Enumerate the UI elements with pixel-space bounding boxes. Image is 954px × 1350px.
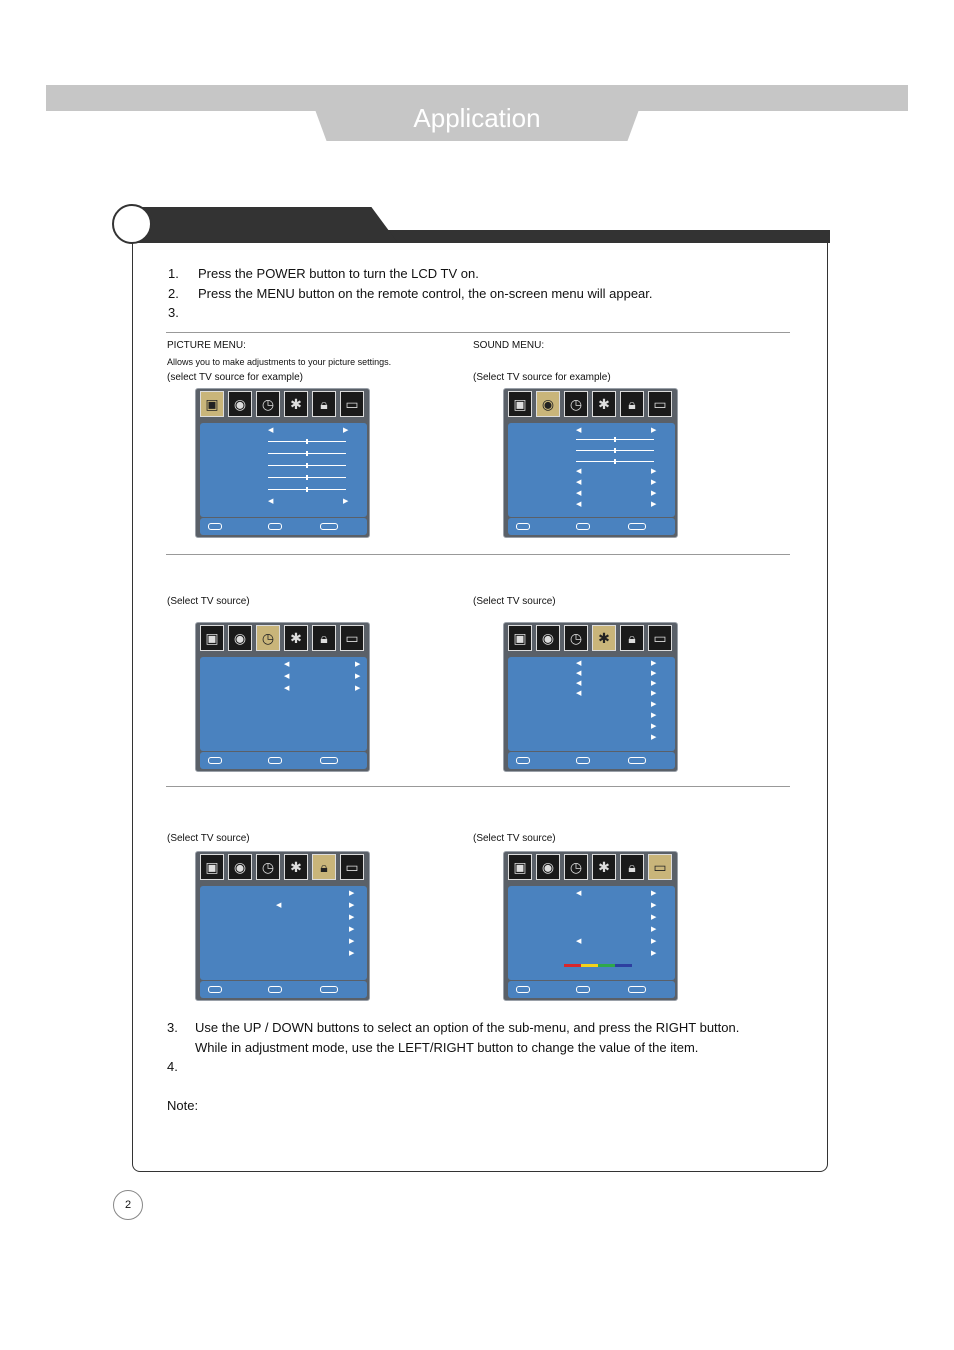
setup-icon[interactable]: ✱ (592, 391, 616, 417)
picture-menu-title: PICTURE MENU: (167, 340, 246, 351)
clock-icon[interactable]: ◷ (256, 854, 280, 880)
menu-footer (508, 518, 675, 535)
lock-icon[interactable]: 🔒︎ (620, 391, 644, 417)
channel-menu-caption: (Select TV source) (473, 833, 556, 844)
lock-icon[interactable]: 🔒︎ (312, 854, 336, 880)
step-text: Press the MENU button on the remote control, the on-screen menu will appear. (198, 286, 653, 301)
divider (166, 554, 790, 555)
sound-menu-screen (503, 388, 678, 538)
menu-panel: ◀ ▶ ▶ ▶ ▶ ◀ ▶ ▶ (508, 886, 675, 980)
picture-icon[interactable]: ▣ (508, 625, 532, 651)
channel-icon[interactable]: ▭ (340, 391, 364, 417)
sound-icon[interactable]: ◉ (536, 391, 560, 417)
step-number: 4. (167, 1059, 178, 1074)
step-number: 3. (168, 305, 179, 320)
channel-icon[interactable]: ▭ (648, 854, 672, 880)
step-number: 1. (168, 266, 179, 281)
channel-menu-screen (503, 851, 678, 1001)
section-header-tab (132, 207, 398, 243)
sound-menu-title: SOUND MENU: (473, 340, 545, 351)
lock-icon[interactable]: 🔒︎ (620, 625, 644, 651)
sound-icon[interactable]: ◉ (536, 854, 560, 880)
menu-panel: ◀ ▶ ◀ ▶ ◀ ▶ (200, 657, 367, 751)
picture-icon[interactable]: ▣ (200, 854, 224, 880)
picture-icon[interactable]: ▣ (508, 854, 532, 880)
setup-icon[interactable]: ✱ (592, 854, 616, 880)
menu-footer (200, 752, 367, 769)
setup-icon[interactable]: ✱ (284, 391, 308, 417)
lock-icon[interactable]: 🔒︎ (620, 854, 644, 880)
sound-icon[interactable]: ◉ (228, 854, 252, 880)
lock-icon[interactable]: 🔒︎ (312, 625, 336, 651)
clock-icon[interactable]: ◷ (564, 625, 588, 651)
setup-icon[interactable]: ✱ (284, 625, 308, 651)
page-number: 2 (113, 1190, 143, 1220)
setup-icon[interactable]: ✱ (592, 625, 616, 651)
lock-menu-caption: (Select TV source) (167, 833, 250, 844)
sound-menu-caption: (Select TV source for example) (473, 372, 611, 383)
setup-menu-screen (503, 622, 678, 772)
step-text: Use the UP / DOWN buttons to select an option of the sub-menu, and press the RIGHT button. (195, 1020, 740, 1035)
channel-icon[interactable]: ▭ (340, 625, 364, 651)
lock-menu-screen (195, 851, 370, 1001)
picture-menu-desc: Allows you to make adjustments to your picture settings. (167, 357, 392, 367)
clock-icon[interactable]: ◷ (256, 391, 280, 417)
page-title: Application (413, 103, 541, 133)
picture-menu-caption: (select TV source for example) (167, 372, 303, 383)
menu-footer (200, 518, 367, 535)
sound-icon[interactable]: ◉ (536, 625, 560, 651)
channel-icon[interactable]: ▭ (340, 854, 364, 880)
time-menu-caption: (Select TV source) (167, 596, 250, 607)
picture-icon[interactable]: ▣ (508, 391, 532, 417)
step-text: Press the POWER button to turn the LCD TV on. (198, 266, 479, 281)
menu-footer (200, 981, 367, 998)
menu-footer (508, 752, 675, 769)
channel-icon[interactable]: ▭ (648, 625, 672, 651)
lock-icon[interactable]: 🔒︎ (312, 391, 336, 417)
sound-icon[interactable]: ◉ (228, 625, 252, 651)
section-marker (112, 204, 152, 244)
step-number: 3. (167, 1020, 178, 1035)
clock-icon[interactable]: ◷ (564, 854, 588, 880)
menu-panel: ◀ ▶ ◀ ▶ ◀ ▶ ◀ ▶ ▶ ▶ ▶ ▶ (508, 657, 675, 751)
step-text: While in adjustment mode, use the LEFT/RIGHT button to change the value of the item. (195, 1040, 699, 1055)
note-label: Note: (167, 1098, 199, 1113)
picture-icon[interactable]: ▣ (200, 625, 224, 651)
menu-panel: ▶ ◀ ▶ ▶ ▶ ▶ ▶ (200, 886, 367, 980)
menu-panel: ◀ ▶ ◀ ▶ (200, 423, 367, 517)
step-number: 2. (168, 286, 179, 301)
divider (166, 786, 790, 787)
picture-menu-screen (195, 388, 370, 538)
setup-menu-caption: (Select TV source) (473, 596, 556, 607)
picture-icon[interactable]: ▣ (200, 391, 224, 417)
sound-icon[interactable]: ◉ (228, 391, 252, 417)
menu-panel: ◀ ▶ ◀ ▶ ◀ ▶ ◀ ▶ ◀ ▶ (508, 423, 675, 517)
clock-icon[interactable]: ◷ (564, 391, 588, 417)
color-key-bar (564, 964, 632, 967)
clock-icon[interactable]: ◷ (256, 625, 280, 651)
time-menu-screen (195, 622, 370, 772)
channel-icon[interactable]: ▭ (648, 391, 672, 417)
setup-icon[interactable]: ✱ (284, 854, 308, 880)
menu-footer (508, 981, 675, 998)
divider (166, 332, 790, 333)
